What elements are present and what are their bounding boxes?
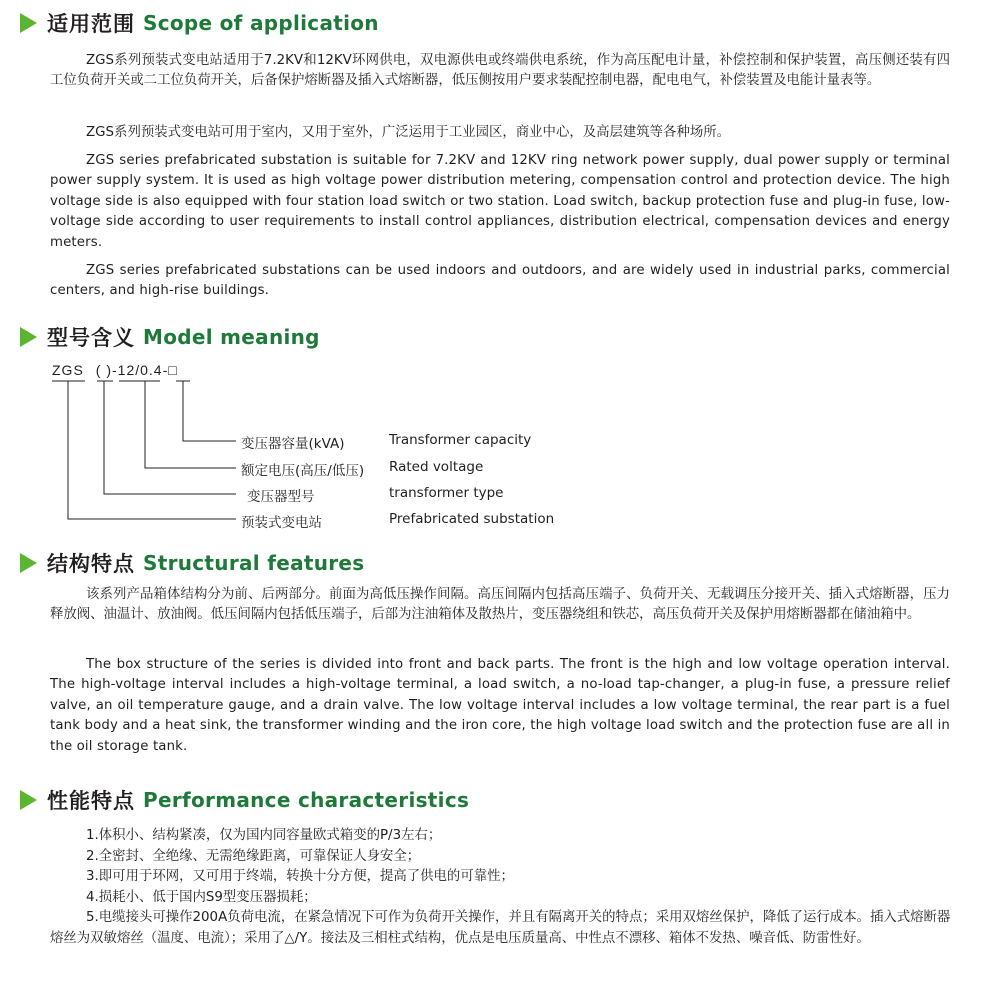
scope-paragraph-cn-1: ZGS系列预装式变电站适用于7.2KV和12KV环网供电，双电源供电或终端供电系统，作为高压配电计量，补偿控制和保护装置，高压侧还装有四工位负荷开关或二工位负荷开关，后备保护熔断器及插入式熔断器，低压侧按用户要求装配控制电器，配电电气，补偿装置及电能计量表等。: [50, 53, 950, 89]
model-code-dash: -: [162, 362, 169, 378]
model-code-zgs: ZGS: [52, 362, 84, 378]
list-item: 1.体积小、结构紧凑，仅为国内同容量欧式箱变的P/3左右；: [86, 828, 442, 843]
model-code-box: □: [168, 362, 178, 378]
model-item-cn: 预装式变电站: [241, 515, 322, 531]
structure-title-en: Structural features: [143, 551, 365, 575]
scope-title-en: Scope of application: [143, 11, 379, 35]
list-item: 4.损耗小、低于国内S9型变压器损耗；: [86, 889, 317, 905]
connector-capacity: [183, 381, 236, 441]
scope-paragraph-en-2: ZGS series prefabricated substations can be used indoors and outdoors, and are widely used in industrial parks, commercial centers, and high-rise buildings.: [50, 263, 950, 299]
performance-title-en: Performance characteristics: [143, 788, 470, 812]
model-item-cn: 额定电压(高压/低压): [241, 463, 365, 479]
performance-title-cn: 性能特点: [47, 789, 135, 813]
model-item-en: Rated voltage: [389, 459, 484, 475]
connector-voltage: [145, 381, 236, 468]
scope-paragraph-cn-2: ZGS系列预装式变电站可用于室内，又用于室外，广泛运用于工业园区，商业中心，及高层建筑等各种场所。: [86, 125, 731, 140]
model-item-en: transformer type: [389, 485, 504, 501]
scope-paragraph-en-1: ZGS series prefabricated substation is suitable for 7.2KV and 12KV ring network power supply, dual power supply or terminal power supply system. It is used as high voltage power distribution metering, compensation control and protection device. The high voltage side is also equipped with four station load switch or two station. Load switch, backup protection fuse and plug-in fuse, low-voltage side according to user requirements to install control appliances, distribution electrical, compensation devices and energy meters.: [50, 153, 950, 250]
list-item: 2.全密封、全绝缘、无需绝缘距离，可靠保证人身安全；: [86, 848, 421, 864]
model-item-cn: 变压器型号: [247, 489, 315, 505]
connector-type: [104, 381, 236, 494]
structure-title-cn: 结构特点: [47, 552, 135, 576]
connector-substation: [68, 381, 236, 519]
model-title-en: Model meaning: [143, 325, 320, 349]
performance-list: [50, 826, 960, 949]
model-title-cn: 型号含义: [47, 326, 135, 350]
structure-paragraph-en: The box structure of the series is divided into front and back parts. The front is the high and low voltage operation interval. The high-voltage interval includes a high-voltage terminal, a load switch, a no-load tap-changer, a plug-in fuse, a pressure relief valve, an oil temperature gauge, and a drain valve. The low voltage interval includes a low voltage terminal, the rear part is a fuel tank body and a heat sink, the transformer winding and the iron core, the high voltage load switch and the protection fuse are all in the oil storage tank.: [50, 657, 950, 754]
triangle-bullet-icon: [20, 553, 37, 573]
model-code-dash: -: [112, 362, 118, 378]
model-item-en: Prefabricated substation: [389, 511, 555, 527]
scope-title-cn: 适用范围: [47, 12, 135, 36]
list-item: 3.即可用于环网，又可用于终端，转换十分方便，提高了供电的可靠性；: [86, 869, 514, 884]
list-item: 5.电缆接头可操作200A负荷电流，在紧急情况下可作为负荷开关操作，并且有隔离开关的特点；采用双熔丝保护，降低了运行成本。插入式熔断器熔丝为双敏熔丝（温度、电流）；采用了△/Y。接法及三相柱式结构，优点是电压质量高、中性点不漂移、箱体不发热、噪音低、防雷性好。: [50, 910, 951, 946]
model-code-voltage: 12/0.4: [117, 362, 163, 378]
structure-heading: [20, 548, 365, 578]
performance-heading: [20, 785, 469, 815]
triangle-bullet-icon: [20, 790, 37, 810]
model-code-paren: ( ): [95, 362, 112, 378]
structure-paragraph-cn: 该系列产品箱体结构分为前、后两部分。前面为高低压操作间隔。高压间隔内包括高压端子、负荷开关、无载调压分接开关、插入式熔断器，压力释放阀、油温计、放油阀。低压间隔内包括低压端子，后部为注油箱体及散热片，变压器绕组和铁芯，高压负荷开关及保护用熔断器都在储油箱中。: [50, 587, 950, 623]
model-item-cn: 变压器容量(kVA): [241, 436, 345, 452]
model-item-en: Transformer capacity: [389, 432, 532, 448]
